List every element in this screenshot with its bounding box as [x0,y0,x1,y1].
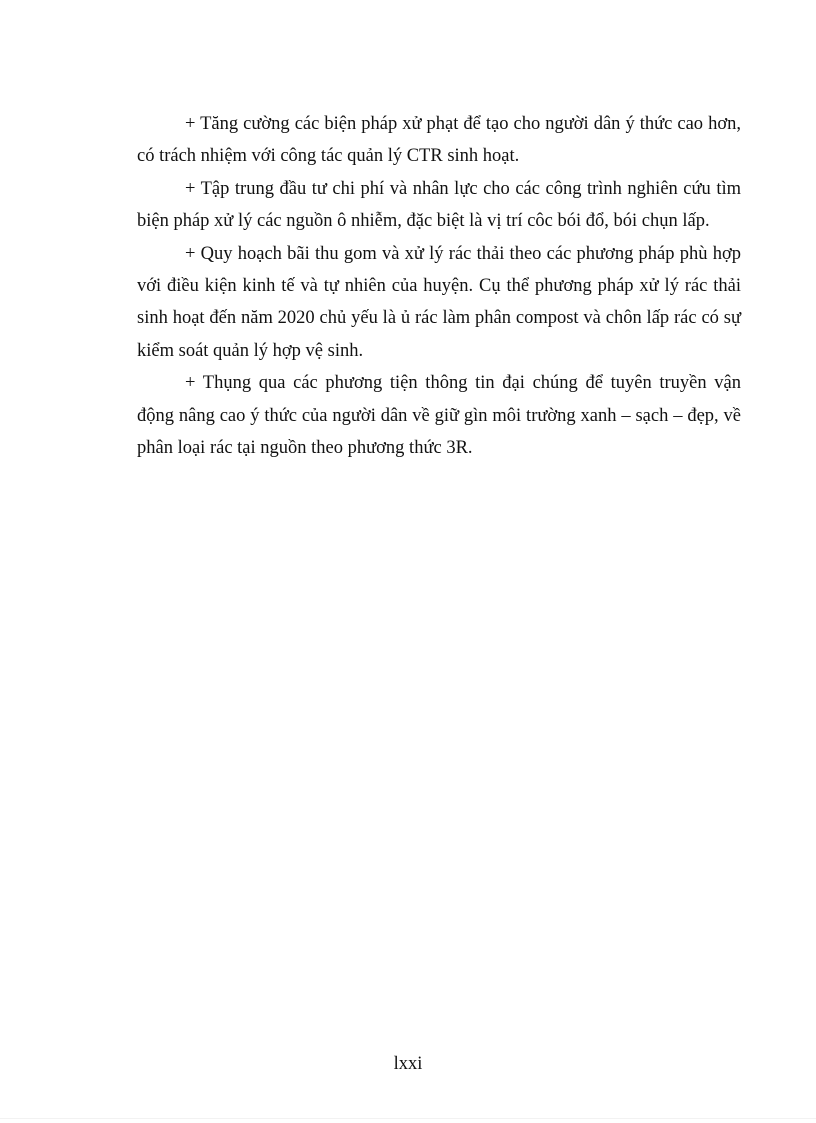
page-number: lxxi [393,1054,423,1074]
paragraph-waste-planning: + Quy hoạch bãi thu gom và xử lý rác thải theo các phương pháp phù hợp với điều kiện kinh tế và tự nhiên của huyện. Cụ thể phương pháp xử lý rác thải sinh hoạt đến năm 2020 chủ yếu là ủ rác làm phân compost và chôn lấp rác có sự kiểm soát quản lý hợp vệ sinh. [137,243,741,361]
paragraph-penalty-measures: + Tăng cường các biện pháp xử phạt để tạo cho người dân ý thức cao hơn, có trách nhiệm với công tác quản lý CTR sinh hoạt. [137,114,741,167]
paragraph-public-awareness: + Thụng qua các phương tiện thông tin đại chúng để tuyên truyền vận động nâng cao ý thức của người dân về giữ gìn môi trường xanh – sạch – đẹp, về phân loại rác tại nguồn theo phương thức 3R. [137,373,741,459]
page-bottom-edge [0,1118,816,1119]
body-text [137,108,741,464]
paragraph-research-investment: + Tập trung đầu tư chi phí và nhân lực cho các công trình nghiên cứu tìm biện pháp xử lý các nguồn ô nhiễm, đặc biệt là vị trí côc bói đổ, bói chụn lấp. [137,178,741,232]
